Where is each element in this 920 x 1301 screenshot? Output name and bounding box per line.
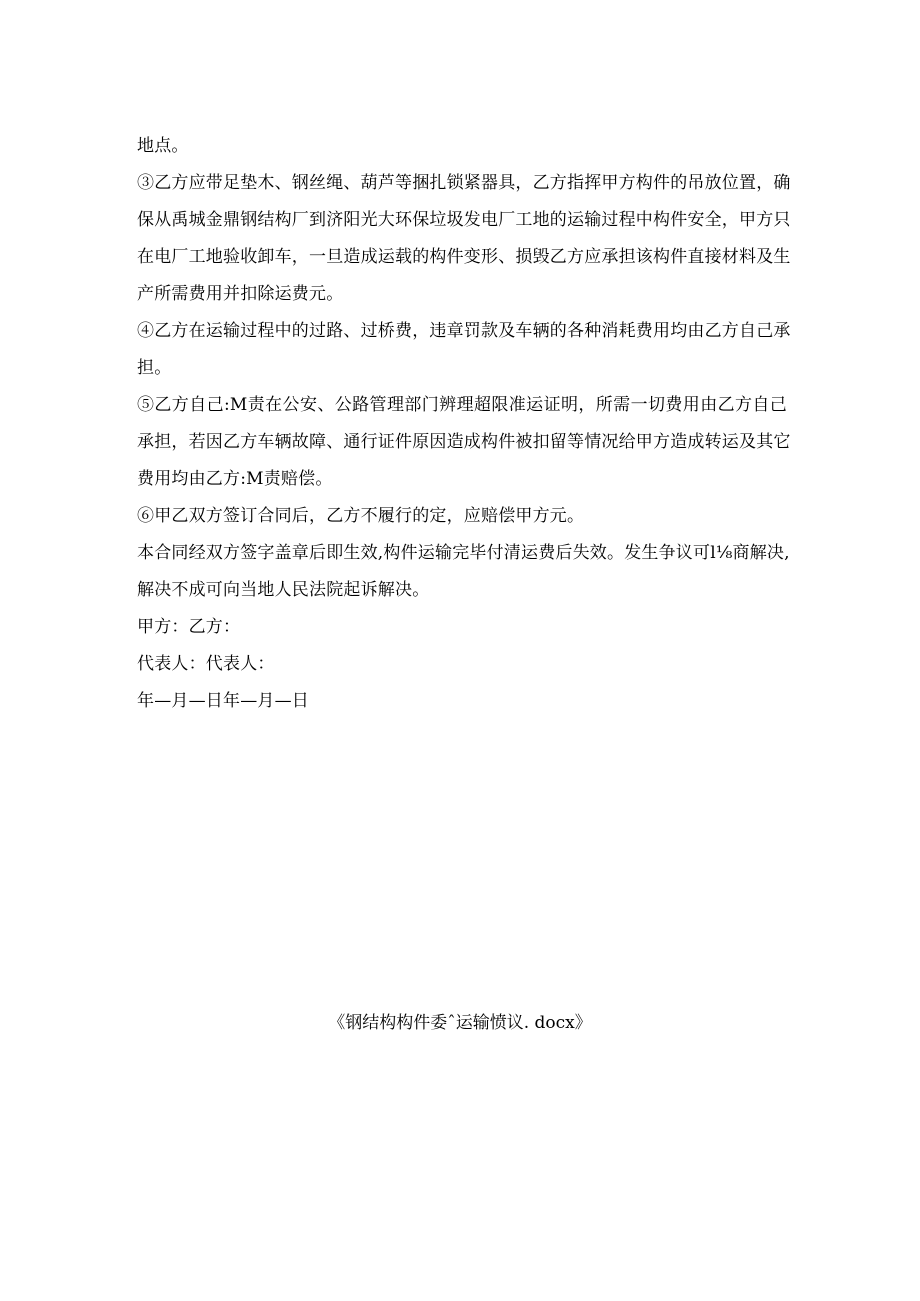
- paragraph-line-8: ⑤乙方自己:M责在公安、公路管理部门辨理超限准运证明，所需一切费用由乙方自己: [137, 395, 787, 415]
- paragraph-line-9: 承担，若因乙方车辆故障、通行证件原因造成构件被扣留等情况给甲方造成转运及其它: [137, 432, 791, 452]
- paragraph-line-7: 担。: [137, 358, 172, 378]
- signature-parties-line: 甲方：乙方：: [137, 617, 241, 637]
- signature-date-line: 年—月—日年—月—日: [137, 691, 309, 711]
- document-footer-title: 《钢结构构件委ˆ运输愤议. docx》: [328, 1013, 592, 1033]
- paragraph-line-13: 解决不成可向当地人民法院起诉解决。: [137, 580, 430, 600]
- paragraph-line-12: 本合同经双方签字盖章后即生效,构件运输完毕付清运费后失效。发生争议可l⅛商解决,: [137, 543, 790, 563]
- paragraph-line-3: 保从禹城金鼎钢结构厂到济阳光大环保垃圾发电厂工地的运输过程中构件安全，甲方只: [137, 210, 791, 230]
- paragraph-line-6: ④乙方在运输过程中的过路、过桥费，违章罚款及车辆的各种消耗费用均由乙方自己承: [137, 321, 791, 341]
- paragraph-line-10: 费用均由乙方:M责赔偿。: [137, 469, 333, 489]
- paragraph-line-4: 在电厂工地验收卸车，一旦造成运载的构件变形、损毁乙方应承担该构件直接材料及生: [137, 247, 791, 267]
- paragraph-line-11: ⑥甲乙双方签订合同后，乙方不履行的定，应赔偿甲方元。: [137, 506, 585, 526]
- paragraph-line-5: 产所需费用并扣除运费元。: [137, 284, 344, 304]
- signature-representatives-line: 代表人：代表人：: [137, 654, 275, 674]
- paragraph-line-2: ③乙方应带足垫木、钢丝绳、葫芦等捆扎锁紧器具，乙方指挥甲方构件的吊放位置，确: [137, 173, 791, 193]
- paragraph-line-1: 地点。: [137, 136, 189, 156]
